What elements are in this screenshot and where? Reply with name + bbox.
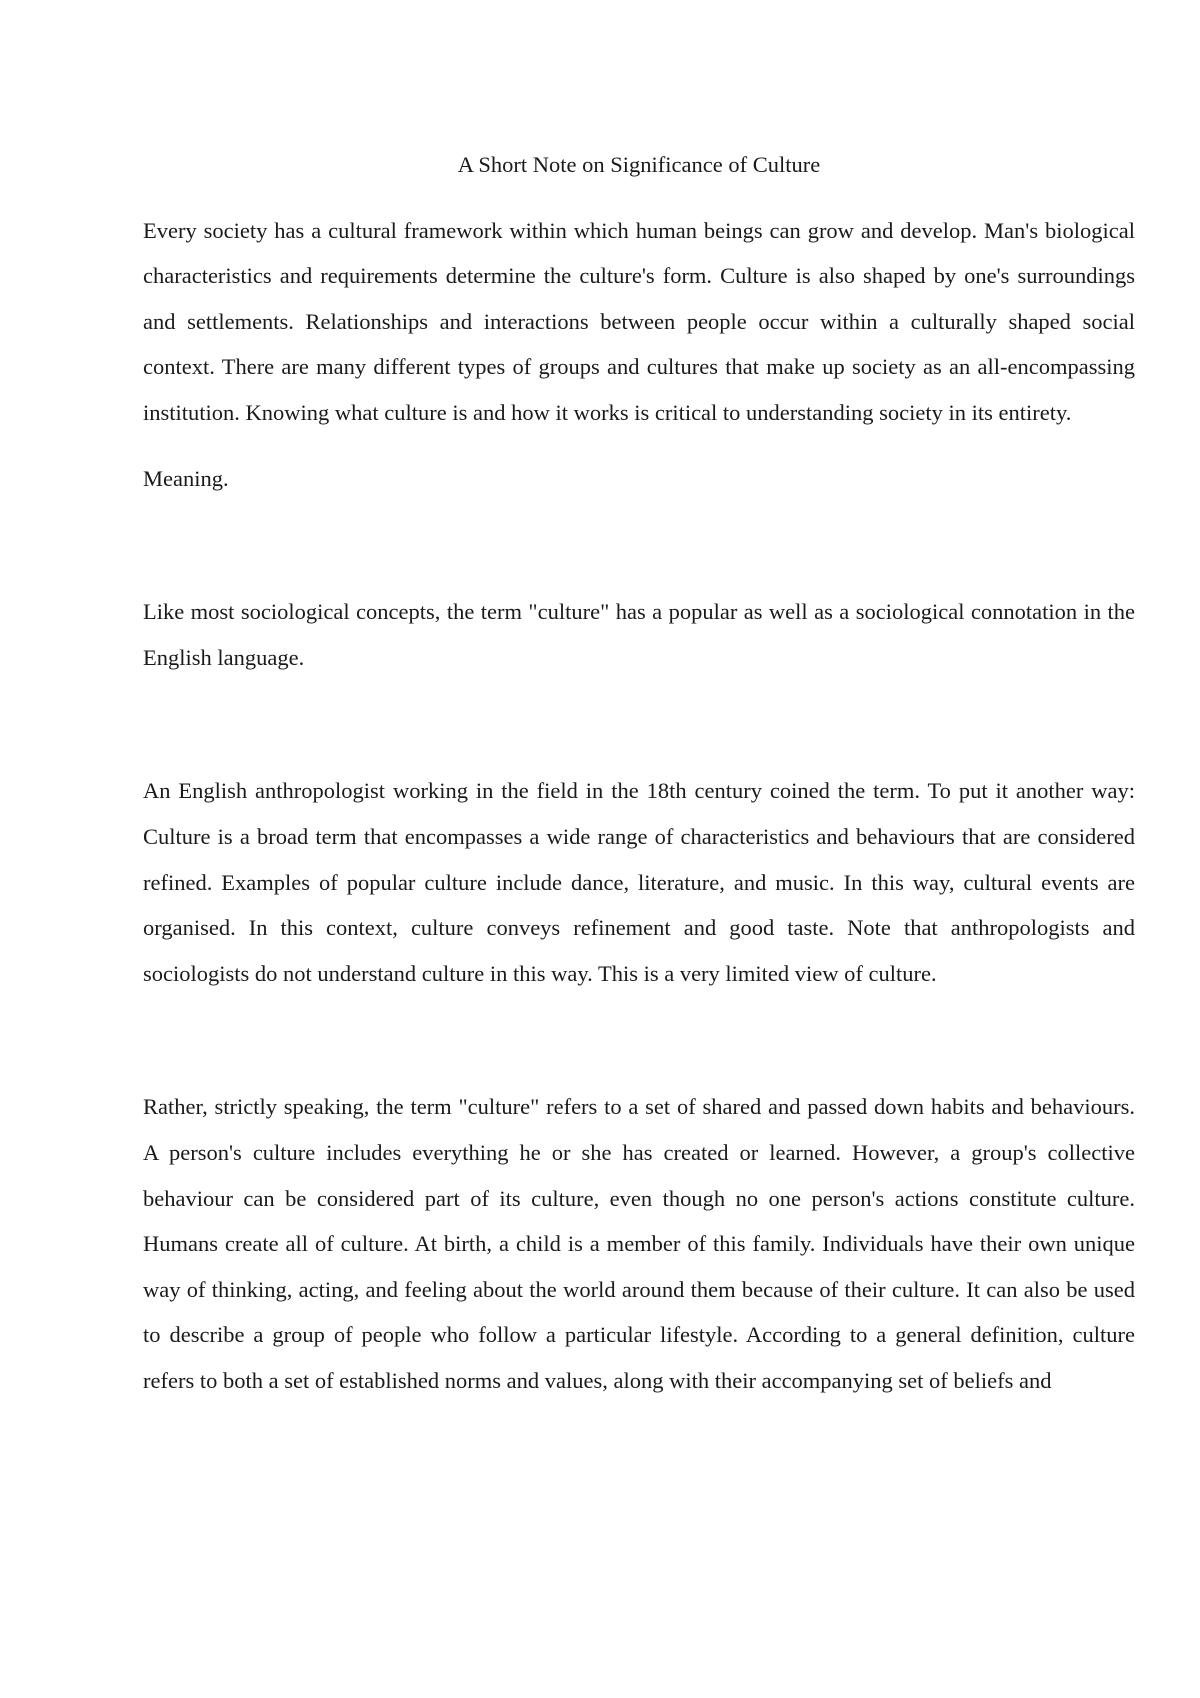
section-heading-meaning: Meaning. — [143, 465, 229, 491]
paragraph-anthropologist: An English anthropologist working in the field in the 18th century coined the term. To put it another way: Culture is a broad term that encompasses a wide range of characteristics and behaviours that are considered refined. Examples of popular culture include dance, literature, and music. In this way, cultural events are organised. In this context, culture conveys refinement and good taste. Note that anthropologists and sociologists do not understand culture in this way. This is a very limited view of culture. — [143, 778, 1135, 986]
paragraph-strict-definition: Rather, strictly speaking, the term "culture" refers to a set of shared and passed down habits and behaviours. A person's culture includes everything he or she has created or learned. However, a group's collective behaviour can be considered part of its culture, even though no one person's actions constitute culture. Humans create all of culture. At birth, a child is a member of this family. Individuals have their own unique way of thinking, acting, and feeling about the world around them because of their culture. It can also be used to describe a group of people who follow a particular lifestyle. According to a general definition, culture refers to both a set of established norms and values, along with their accompanying set of beliefs and — [143, 1094, 1135, 1393]
paragraph-popular-connotation: Like most sociological concepts, the term "culture" has a popular as well as a sociological connotation in the English language. — [143, 599, 1135, 670]
document-title: A Short Note on Significance of Culture — [457, 152, 821, 177]
paragraph-intro: Every society has a cultural framework within which human beings can grow and develop. Man's biological characteristics and requirements determine the culture's form. Culture is also shaped by one's surroundings and settlements. Relationships and interactions between people occur within a culturally shaped social context. There are many different types of groups and cultures that make up society as an all-encompassing institution. Knowing what culture is and how it works is critical to understanding society in its entirety. — [143, 217, 1135, 425]
document-body — [143, 142, 1135, 1403]
